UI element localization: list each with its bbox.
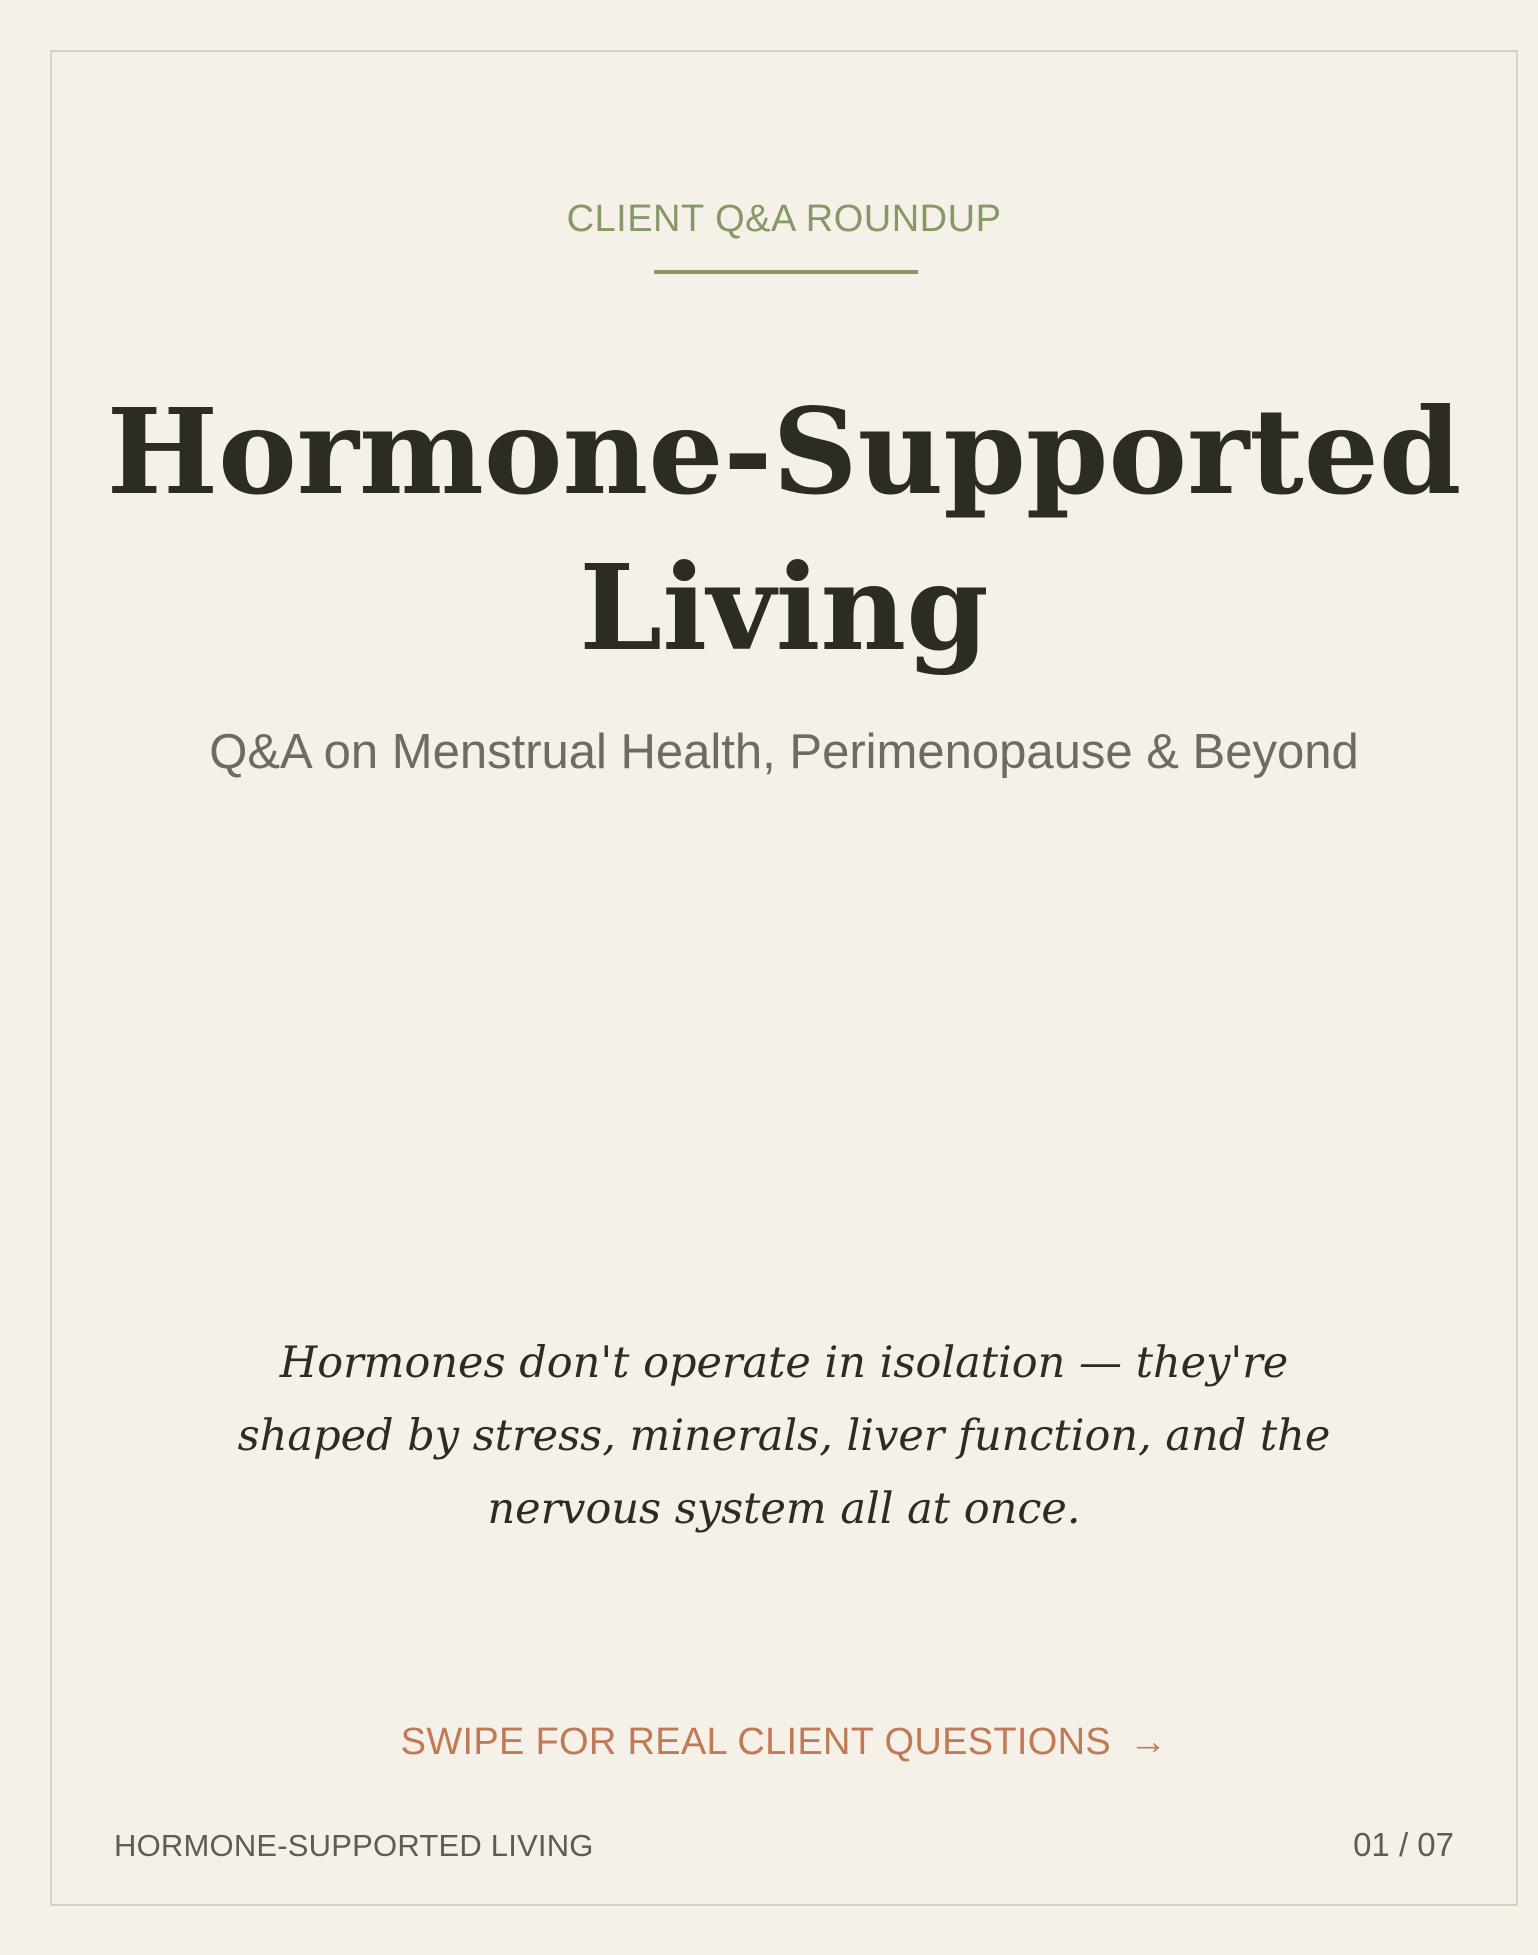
page-indicator: 01 / 07 [1353, 1826, 1454, 1863]
slide-subtitle: Q&A on Menstrual Health, Perimenopause & Beyond [209, 725, 1359, 779]
slide-card [50, 50, 1518, 1906]
arrow-right-icon: → [1129, 1721, 1168, 1763]
swipe-cta-label: SWIPE FOR REAL CLIENT QUESTIONS [400, 1721, 1111, 1763]
eyebrow-label: CLIENT Q&A ROUNDUP [566, 198, 1002, 240]
footer-brand: HORMONE-SUPPORTED LIVING [114, 1828, 594, 1863]
intro-quote: Hormones don't operate in isolation — they're shaped by stress, minerals, liver function, and the nervous system all at once. [237, 1338, 1331, 1534]
slide-title: Hormone-Supported Living [106, 382, 1462, 677]
swipe-cta[interactable] [52, 1721, 1516, 1764]
eyebrow-divider [654, 270, 918, 274]
